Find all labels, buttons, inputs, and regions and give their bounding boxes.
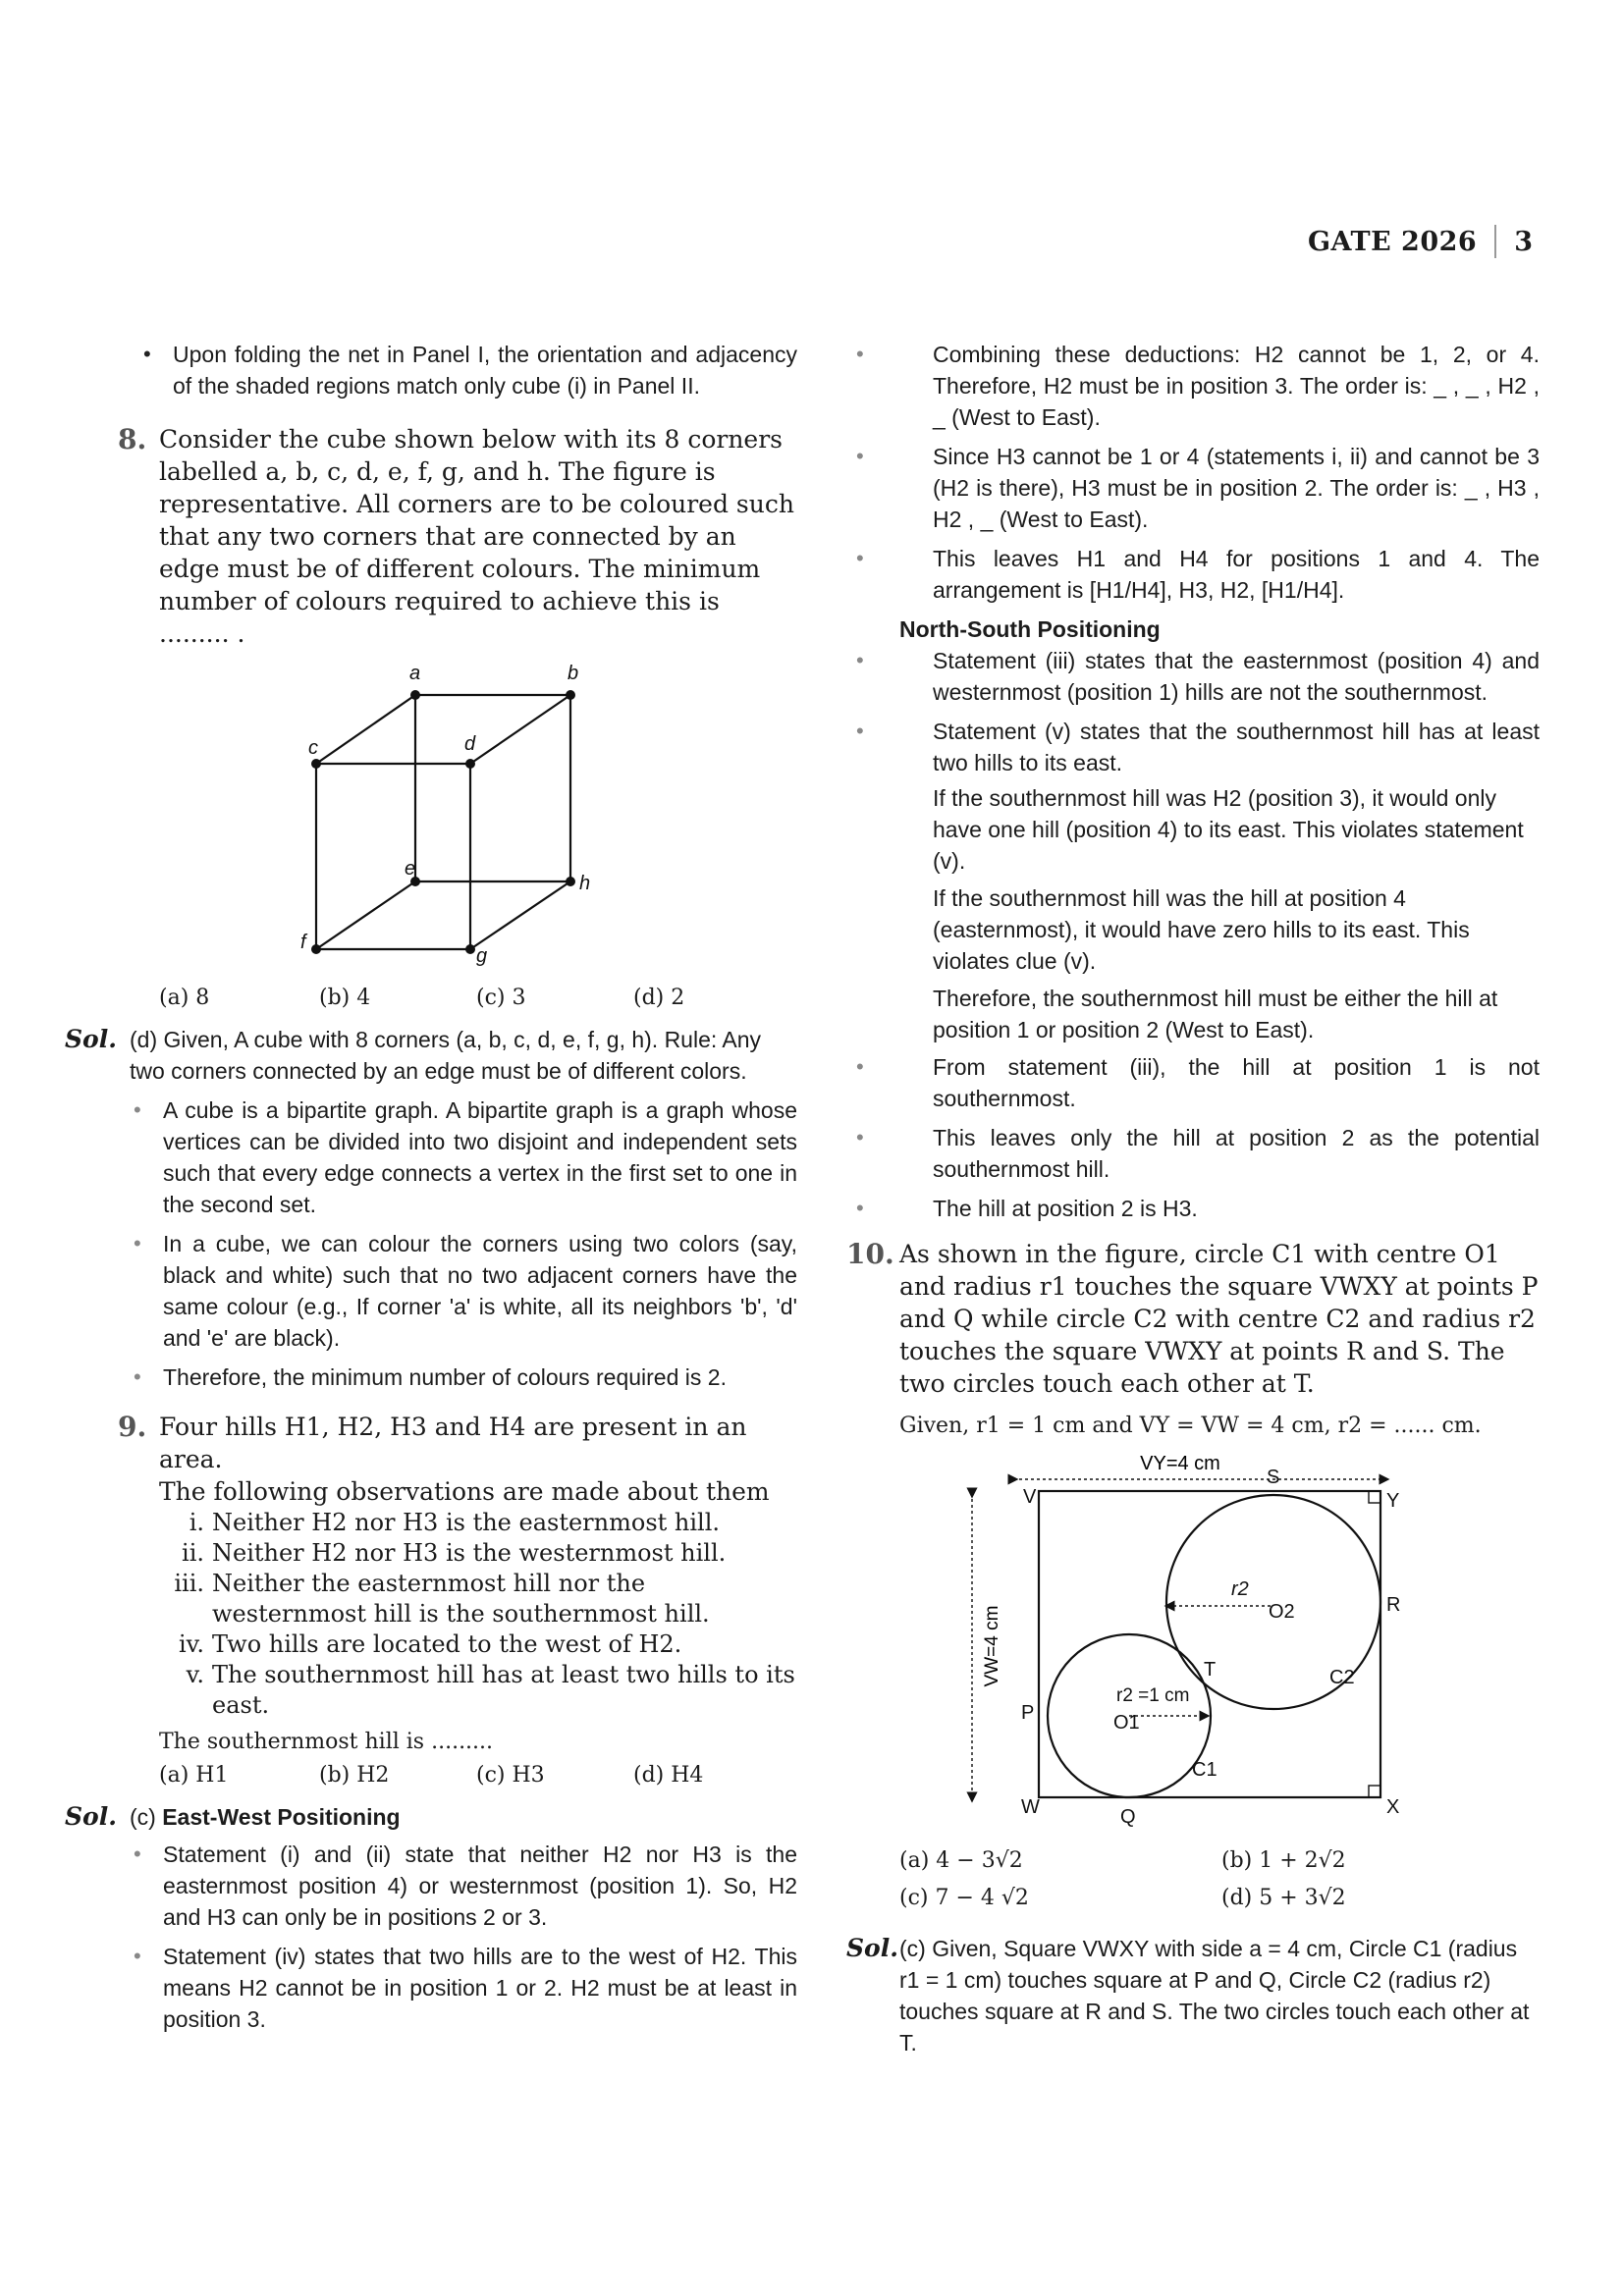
question-9 — [94, 1411, 797, 1508]
question-prompt: The southernmost hill is ......... — [159, 1730, 494, 1754]
intro-bullet — [134, 339, 797, 401]
list-item — [159, 1660, 797, 1721]
option-b: (b) 4 — [319, 986, 371, 1010]
list-item — [159, 1538, 797, 1569]
side-dimension-label: VW=4 cm — [982, 1605, 1002, 1687]
vertex-a-label: a — [409, 663, 421, 684]
label-y: Y — [1386, 1490, 1400, 1512]
exam-title: GATE 2026 — [1307, 226, 1478, 257]
label-w: W — [1021, 1796, 1040, 1818]
bullet-text: The hill at position 2 is H3. — [933, 1196, 1198, 1221]
given-line: Given, r1 = 1 cm and VY = VW = 4 cm, r2 = ...... cm. — [899, 1414, 1482, 1438]
header-divider — [1494, 225, 1496, 258]
solution-bullet — [130, 1941, 797, 2035]
bullet-text: Statement (iii) states that the easternmost (position 4) and westernmost (position 1) hills are not the southernmost. — [933, 648, 1540, 705]
bullet-text: Statement (v) states that the southernmost hill has at least two hills to its east. — [933, 719, 1540, 775]
option-c: (c) 7 − 4 √2 — [899, 1886, 1029, 1910]
question-text: Consider the cube shown below with its 8 corners labelled a, b, c, d, e, f, g, and h. The figure is representative. All corners are to be coloured such that any two corners that are connected by an edge must be of different colours. The minimum number of colours required to achieve this is ......... . — [159, 425, 794, 648]
page-header — [1308, 222, 1533, 261]
option-c: (c) H3 — [476, 1763, 545, 1788]
option-a: (a) H1 — [159, 1763, 229, 1788]
ns-bullet — [846, 1193, 1540, 1224]
q8-options — [94, 986, 797, 1010]
question-line-1: Four hills H1, H2, H3 and H4 are present in an area. — [159, 1413, 747, 1473]
question-number: 9. — [118, 1411, 147, 1443]
vertex-b-label: b — [568, 663, 579, 684]
list-item — [159, 1508, 797, 1538]
solution-bullet — [130, 1228, 797, 1354]
solution-bullet — [130, 1839, 797, 1933]
ns-paragraph: If the southernmost hill was the hill at position 4 (easternmost), it would have zero hills to its east. This violates clue (v). — [933, 885, 1470, 974]
vertex-d-label: d — [464, 733, 476, 755]
option-d: (d) H4 — [633, 1763, 704, 1788]
solution-bullet — [130, 1095, 797, 1220]
label-s: S — [1267, 1467, 1280, 1488]
right-column — [846, 339, 1540, 2058]
solution-text: (c) Given, Square VWXY with side a = 4 cm, Circle C1 (radius r1 = 1 cm) touches square at P and Q, Circle C2 (radius r2) touches square at R and S. The two circles touch each other at T. — [899, 1936, 1530, 2056]
vertex-f-label: f — [300, 932, 306, 953]
solution-label: Sol. — [846, 1934, 898, 1962]
solution-10 — [846, 1933, 1540, 2058]
vertex-h-label: h — [579, 873, 591, 894]
options-row — [899, 1880, 1540, 1917]
label-q: Q — [1120, 1806, 1136, 1828]
question-number: 8. — [118, 423, 147, 455]
item-number: iii. — [174, 1570, 204, 1597]
options-row — [899, 1842, 1540, 1880]
item-number: ii. — [182, 1539, 204, 1567]
label-p: P — [1021, 1702, 1035, 1724]
circles-in-square-figure — [846, 1444, 1540, 1837]
top-dimension-label: VY=4 cm — [1140, 1453, 1220, 1474]
label-c1: C1 — [1192, 1759, 1217, 1781]
bullet-text: A cube is a bipartite graph. A bipartite graph is a graph whose vertices can be divided into two disjoint and independent sets such that every edge connects a vertex in the first set to one in the second set. — [163, 1097, 797, 1217]
question-8 — [94, 423, 797, 650]
deduction-bullet — [846, 543, 1540, 606]
question-line-2: The following observations are made about them — [159, 1477, 770, 1506]
option-a: (a) 8 — [159, 986, 210, 1010]
ns-paragraph: Therefore, the southernmost hill must be either the hill at position 1 or position 2 (West to East). — [933, 986, 1498, 1042]
option-b: (b) H2 — [319, 1763, 390, 1788]
ns-bullet — [846, 645, 1540, 708]
vertex-g-label: g — [476, 945, 488, 967]
page-number: 3 — [1514, 226, 1533, 257]
option-a: (a) 4 − 3√2 — [899, 1848, 1023, 1873]
question-text: As shown in the figure, circle C1 with centre O1 and radius r1 touches the square VWXY at points P and Q while circle C2 with centre C2 and radius r2 touches the square VWXY at points R and S. The two circles touch each other at T. — [899, 1240, 1539, 1398]
cube-figure — [94, 656, 797, 980]
solution-8 — [65, 1024, 797, 1393]
bullet-text: In a cube, we can colour the corners using two colors (say, black and white) such that no two adjacent corners have the same colour (e.g., If corner 'a' is white, all its neighbors 'b', 'd' and 'e' are black). — [163, 1231, 797, 1351]
item-number: iv. — [178, 1630, 204, 1658]
list-item — [159, 1629, 797, 1660]
label-o2: O2 — [1269, 1601, 1295, 1623]
label-t: T — [1204, 1659, 1217, 1681]
label-o1: O1 — [1113, 1712, 1140, 1734]
solution-label: Sol. — [65, 1025, 117, 1053]
solution-heading-row — [130, 1801, 797, 1833]
intro-bullet-text: Upon folding the net in Panel I, the orientation and adjacency of the shaded regions match only cube (i) in Panel II. — [173, 342, 797, 399]
solution-label: Sol. — [65, 1802, 117, 1831]
option-d: (d) 5 + 3√2 — [1221, 1886, 1346, 1910]
label-r1-value: r2 =1 cm — [1116, 1685, 1190, 1706]
section-heading: East-West Positioning — [162, 1804, 401, 1830]
solution-intro: (d) Given, A cube with 8 corners (a, b, c, d, e, f, g, h). Rule: Any two corners connected by an edge must be of different colors. — [130, 1027, 762, 1084]
label-c2: C2 — [1329, 1667, 1355, 1688]
item-number: i. — [189, 1509, 204, 1536]
item-text: Neither the easternmost hill nor the westernmost hill is the southernmost hill. — [212, 1570, 710, 1628]
item-text: Neither H2 nor H3 is the westernmost hill. — [212, 1539, 727, 1567]
bullet-text: Statement (i) and (ii) state that neither H2 nor H3 is the easternmost position 4) or westernmost (position 1). So, H2 and H3 can only be in positions 2 or 3. — [163, 1842, 797, 1930]
ns-heading: North-South Positioning — [899, 616, 1161, 642]
label-r2: r2 — [1231, 1578, 1249, 1600]
bullet-text: This leaves H1 and H4 for positions 1 and 4. The arrangement is [H1/H4], H3, H2, [H1/H4]. — [933, 546, 1540, 603]
solution-bullet — [130, 1362, 797, 1393]
deduction-bullet — [846, 339, 1540, 433]
label-r: R — [1386, 1594, 1401, 1616]
ns-paragraph: If the southernmost hill was H2 (position 3), it would only have one hill (position 4) to its east. This violates statement (v). — [933, 785, 1524, 874]
ns-bullet — [846, 1051, 1540, 1114]
q10-options — [846, 1842, 1540, 1917]
bullet-text: Therefore, the minimum number of colours required is 2. — [163, 1364, 727, 1390]
vertex-c-label: c — [308, 737, 318, 759]
question-10 — [846, 1238, 1540, 1400]
bullet-text: This leaves only the hill at position 2 as the potential southernmost hill. — [933, 1125, 1540, 1182]
option-d: (d) 2 — [633, 986, 685, 1010]
answer-choice: (c) — [130, 1804, 156, 1830]
question-number: 10. — [846, 1238, 894, 1270]
item-number: v. — [186, 1661, 204, 1688]
item-text: Neither H2 nor H3 is the easternmost hill. — [212, 1509, 721, 1536]
bullet-text: Combining these deductions: H2 cannot be 1, 2, or 4. Therefore, H2 must be in position 3. The order is: _ , _ , H2 , _ (West to East). — [933, 342, 1540, 430]
vertex-e-label: e — [405, 858, 416, 880]
left-column — [65, 339, 797, 2043]
observation-list — [94, 1508, 797, 1721]
option-c: (c) 3 — [476, 986, 526, 1010]
deduction-bullet — [846, 441, 1540, 535]
list-item — [159, 1569, 797, 1629]
item-text: The southernmost hill has at least two hills to its east. — [212, 1661, 795, 1719]
item-text: Two hills are located to the west of H2. — [212, 1630, 682, 1658]
q9-options — [94, 1763, 797, 1788]
ns-bullet — [846, 1122, 1540, 1185]
solution-9 — [65, 1801, 797, 2035]
bullet-text: Statement (iv) states that two hills are to the west of H2. This means H2 cannot be in position 1 or 2. H2 must be at least in position 3. — [163, 1944, 797, 2032]
label-v: V — [1023, 1486, 1037, 1508]
option-b: (b) 1 + 2√2 — [1221, 1848, 1346, 1873]
bullet-text: From statement (iii), the hill at position 1 is not southernmost. — [933, 1054, 1540, 1111]
bullet-text: Since H3 cannot be 1 or 4 (statements i, ii) and cannot be 3 (H2 is there), H3 must be in position 2. The order is: _ , H3 , H2 , _ (West to East). — [933, 444, 1540, 532]
label-x: X — [1386, 1796, 1400, 1818]
ns-bullet — [846, 716, 1540, 778]
